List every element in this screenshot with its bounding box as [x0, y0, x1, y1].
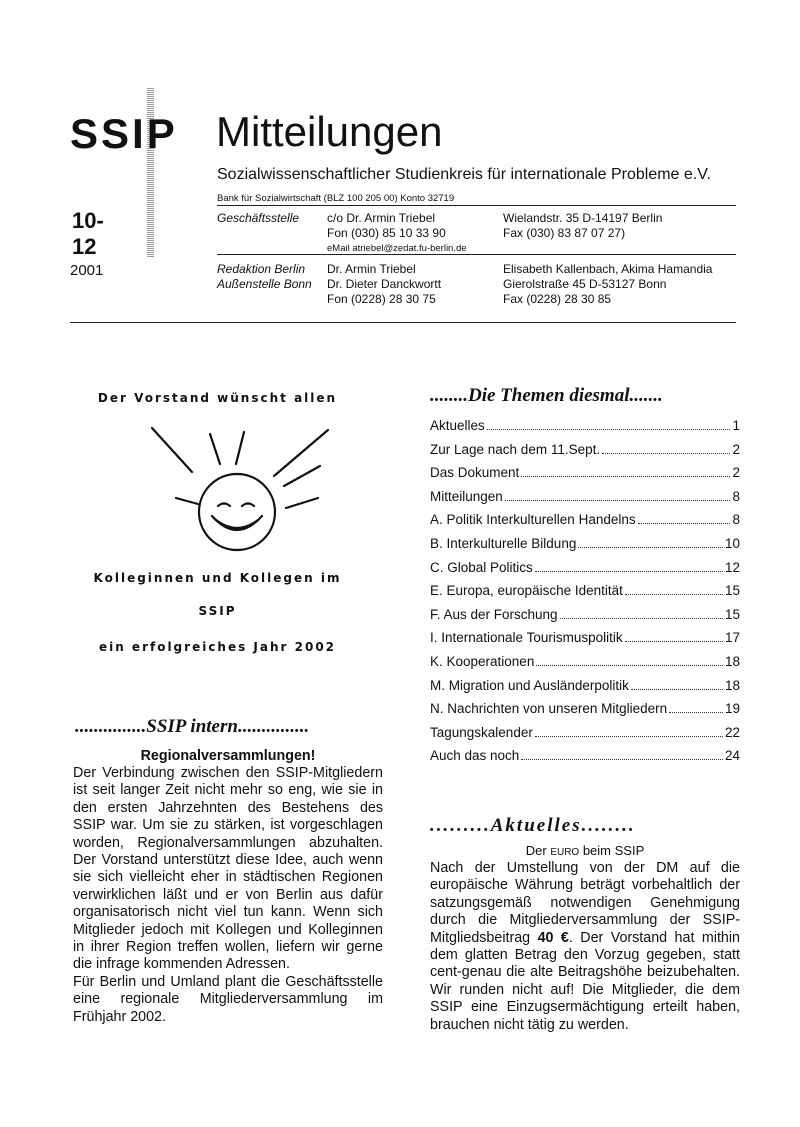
- toc-row: [430, 512, 740, 536]
- toc-entry-label: A. Politik Interkulturellen Handelns: [430, 512, 636, 528]
- greeting-line: ein erfolgreiches Jahr 2002: [98, 640, 337, 654]
- toc-row: [430, 630, 740, 654]
- header-divider: [217, 205, 736, 206]
- toc-entry-page: 19: [724, 701, 740, 717]
- toc-row: [430, 607, 740, 631]
- office-phone: Fon (030) 85 10 33 90: [327, 226, 446, 240]
- toc-entry-page: 8: [732, 512, 740, 528]
- table-of-contents: [430, 418, 740, 772]
- greeting-line: Der Vorstand wünscht allen: [97, 391, 338, 405]
- office-label: Geschäftsstelle: [217, 211, 300, 225]
- toc-dot-leader: [487, 429, 731, 430]
- article-body-aktuelles: [430, 860, 740, 1034]
- branch-phone: Fon (0228) 28 30 75: [327, 292, 436, 306]
- office-fax: Fax (030) 83 87 07 27): [503, 226, 626, 240]
- toc-entry-page: 17: [724, 630, 740, 646]
- issue-year: 2001: [70, 262, 104, 279]
- toc-entry-label: Das Dokument: [430, 465, 520, 481]
- toc-dot-leader: [535, 571, 723, 572]
- toc-entry-page: 24: [724, 748, 740, 764]
- branch-fax: Fax (0228) 28 30 85: [503, 292, 612, 306]
- toc-dot-leader: [638, 523, 731, 524]
- masthead-title: Mitteilungen: [216, 108, 443, 155]
- toc-entry-label: Auch das noch: [430, 748, 520, 764]
- office-email[interactable]: eMail atriebel@zedat.fu-berlin.de: [327, 243, 467, 254]
- toc-row: [430, 465, 740, 489]
- toc-dot-leader: [535, 736, 723, 737]
- toc-entry-label: N. Nachrichten von unseren Mitgliedern: [430, 701, 668, 717]
- toc-entry-label: M. Migration und Ausländerpolitik: [430, 677, 629, 693]
- toc-dot-leader: [560, 618, 723, 619]
- toc-row: [430, 418, 740, 442]
- toc-dot-leader: [505, 500, 731, 501]
- toc-entry-page: 1: [732, 418, 740, 433]
- article-body-intern: [73, 765, 383, 1026]
- toc-entry-page: 2: [732, 465, 740, 481]
- subtitle-text: beim SSIP: [579, 843, 645, 858]
- toc-entry-label: Aktuelles: [430, 418, 485, 433]
- toc-row: [430, 442, 740, 466]
- toc-entry-label: B. Interkulturelle Bildung: [430, 535, 577, 551]
- toc-dot-leader: [521, 476, 730, 477]
- toc-entry-label: Zur Lage nach dem 11.Sept.: [430, 441, 601, 457]
- toc-entry-label: C. Global Politics: [430, 559, 533, 575]
- toc-dot-leader: [578, 547, 723, 548]
- sun-smiley-icon: [140, 420, 350, 560]
- greeting-line: SSIP: [198, 604, 237, 618]
- branch-people: Elisabeth Kallenbach, Akima Hamandia: [503, 262, 713, 276]
- branch-street: Gierolstraße 45 D-53127 Bonn: [503, 277, 667, 291]
- editorial-label: Redaktion Berlin: [217, 262, 306, 276]
- bank-details: Bank für Sozialwirtschaft (BLZ 100 205 00) Konto 32719: [217, 193, 455, 204]
- toc-dot-leader: [625, 641, 723, 642]
- toc-dot-leader: [631, 689, 723, 690]
- toc-entry-page: 22: [724, 724, 740, 740]
- toc-entry-page: 18: [724, 677, 740, 693]
- branch-label: Außenstelle Bonn: [217, 277, 312, 291]
- toc-entry-label: E. Europa, europäische Identität: [430, 583, 623, 599]
- brand-name: SSIP: [70, 110, 178, 157]
- toc-entry-label: I. Internationale Tourismuspolitik: [430, 630, 623, 646]
- subtitle-text: EURO: [550, 847, 580, 858]
- article-text: Nach der Umstellung von der DM auf die europäische Währung beträgt vorbehaltlich der satzungsgemäß notwendigen Genehmigung durch die Mitgliederversammlung der SSIP-Mitgliedsbeitrag: [430, 860, 740, 946]
- toc-row: [430, 725, 740, 749]
- toc-entry-page: 12: [724, 559, 740, 575]
- branch-name: Dr. Dieter Danckwortt: [327, 277, 442, 291]
- toc-entry-page: 8: [732, 488, 740, 504]
- subtitle-text: Der: [525, 843, 551, 858]
- article-subtitle: [430, 843, 740, 858]
- issue-number: 12: [72, 234, 97, 259]
- office-contact: c/o Dr. Armin Triebel: [327, 211, 436, 225]
- toc-row: [430, 654, 740, 678]
- toc-dot-leader: [521, 759, 723, 760]
- toc-row: [430, 489, 740, 513]
- issue-number: 10-: [72, 208, 104, 233]
- toc-row: [430, 560, 740, 584]
- fee-amount: 40 €: [537, 929, 569, 946]
- toc-row: [430, 678, 740, 702]
- greeting-line: Kolleginnen und Kollegen im: [93, 571, 342, 585]
- header-bottom-rule: [70, 322, 736, 323]
- toc-entry-page: 15: [724, 583, 740, 599]
- section-title-toc: ........Die Themen diesmal.......: [430, 385, 663, 406]
- toc-entry-label: Tagungskalender: [430, 724, 533, 740]
- toc-entry-page: 2: [732, 441, 740, 457]
- toc-row: [430, 536, 740, 560]
- paragraph: Der Verbindung zwischen den SSIP-Mitgliedern ist seit langer Zeit nicht mehr so eng, wie sie in den ersten Jahrzehnten des Bestehens des SSIP war. Um sie zu stärken, ist vorgeschlagen worden, Regionalversammlungen abzuhalten. Der Vorstand unterstützt diese Idee, auch wenn sie sich vielleicht eher in städtischen Regionen verwirklichen läßt und er von Berlin aus dafür organisatorisch nicht viel tun kann. Wenn sich Mitglieder jedoch mit Kollegen und Kolleginnen in ihrer Region treffen wollen, liefern wir gerne die infrage kommenden Adressen.: [73, 765, 383, 973]
- section-title-aktuelles: .........Aktuelles........: [430, 815, 636, 836]
- toc-dot-leader: [669, 712, 723, 713]
- toc-entry-label: F. Aus der Forschung: [430, 606, 558, 622]
- header-divider: [217, 254, 736, 255]
- toc-row: [430, 748, 740, 772]
- toc-dot-leader: [602, 453, 730, 454]
- toc-entry-label: K. Kooperationen: [430, 653, 535, 669]
- article-text: . Der Vorstand hat mithin dem glatten Betrag den Vorzug gegeben, statt cent-genau die alte Beitragshöhe beizubehalten. Wir runden nicht auf! Die Mitglieder, die dem SSIP eine Einzugsermächtigung erteilt haben, brauchen nicht tätig zu werden.: [430, 929, 740, 1033]
- paragraph: Für Berlin und Umland plant die Geschäftsstelle eine regionale Mitgliederversammlung im Frühjahr 2002.: [73, 973, 383, 1025]
- organization-name: Sozialwissenschaftlicher Studienkreis für internationale Probleme e.V.: [217, 166, 711, 183]
- toc-entry-page: 15: [724, 606, 740, 622]
- toc-dot-leader: [536, 665, 723, 666]
- toc-row: [430, 583, 740, 607]
- toc-entry-label: Mitteilungen: [430, 488, 503, 504]
- section-title-ssip-intern: ...............SSIP intern...............: [75, 716, 310, 737]
- office-street: Wielandstr. 35 D-14197 Berlin: [503, 211, 663, 225]
- editorial-name: Dr. Armin Triebel: [327, 262, 416, 276]
- toc-row: [430, 701, 740, 725]
- toc-entry-page: 10: [724, 535, 740, 551]
- toc-entry-page: 18: [724, 653, 740, 669]
- toc-dot-leader: [625, 594, 723, 595]
- article-subtitle: Regionalversammlungen!: [140, 748, 316, 764]
